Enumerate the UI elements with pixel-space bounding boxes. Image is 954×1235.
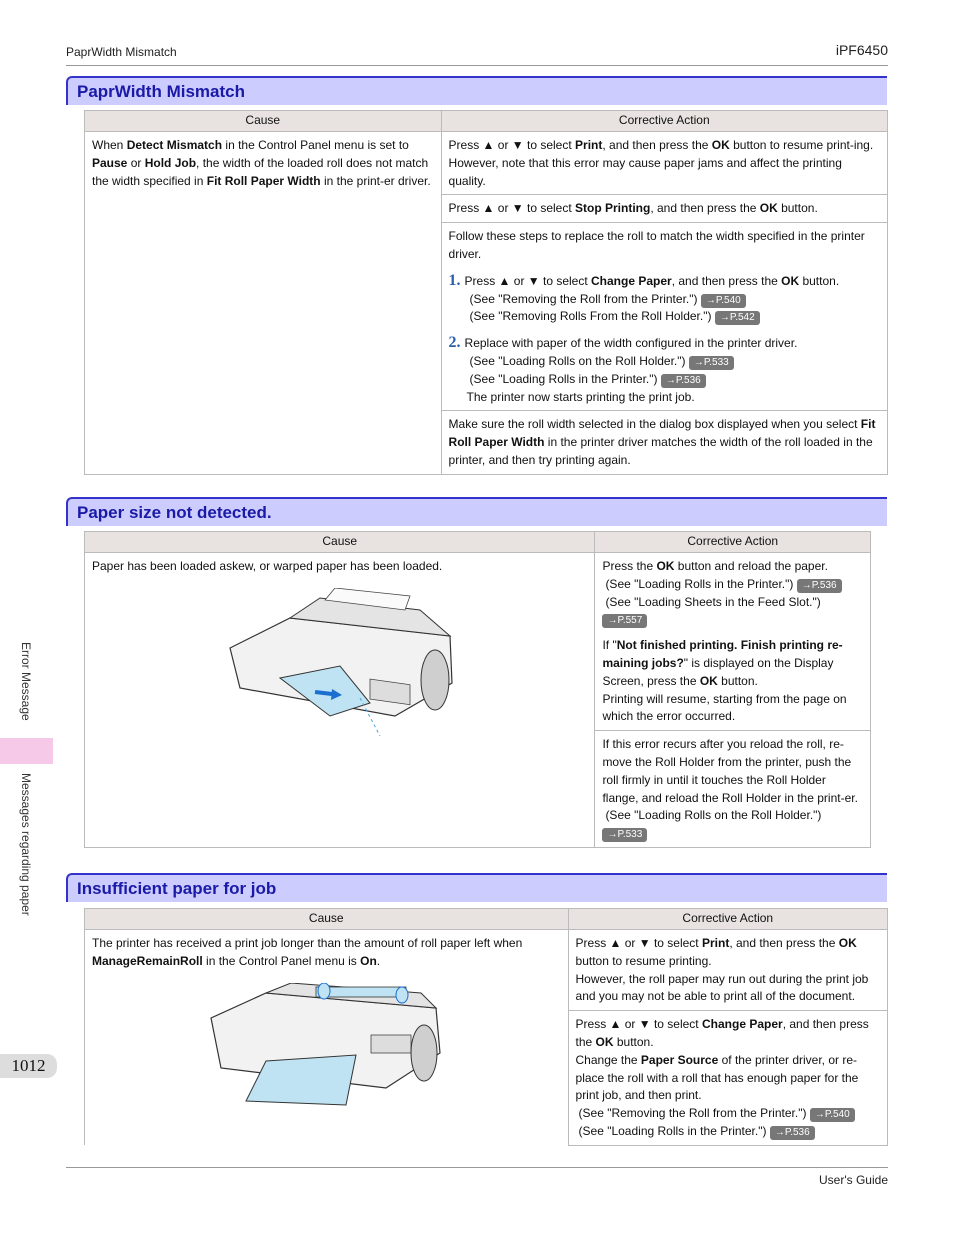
action-cell-roll-holder: If this error recurs after you reload the roll, re-move the Roll Holder from the printer, push the roll firmly in until it touches the Roll Holder flange, and reload the Roll Holder in the print-er. (See "Loading Rolls on the Roll Holder.") →P.533 bbox=[595, 731, 871, 848]
paprwidth-table bbox=[84, 110, 888, 475]
action-cell-print: Press ▲ or ▼ to select Print, and then press the OK button to resume printing. However, the roll paper may run out during the print job and you may not be able to print all of the document. bbox=[568, 930, 887, 1011]
step-1-ref-2: (See "Removing Rolls From the Roll Holder.") →P.542 bbox=[449, 308, 880, 326]
cause-cell: Paper has been loaded askew, or warped paper has been loaded. bbox=[85, 553, 595, 848]
cause-header: Cause bbox=[85, 909, 569, 930]
action-cell-reload: Press the OK button and reload the paper. (See "Loading Rolls in the Printer.") →P.536 (See "Loading Sheets in the Feed Slot.") →P.557 If "Not finished printing. Finish printing re-maining jobs?" is displayed on the Display Screen, press the OK button. Printing will resume, starting from the page on which the error occurred. bbox=[595, 553, 871, 731]
cause-cell: The printer has received a print job longer than the amount of roll paper left when ManageRemainRoll in the Control Panel menu is On. bbox=[85, 930, 569, 1146]
running-header-title: PaprWidth Mismatch bbox=[66, 45, 177, 59]
action-header: Corrective Action bbox=[441, 111, 887, 132]
printer-askew-paper-illustration bbox=[220, 588, 460, 738]
page-link[interactable]: →P.542 bbox=[715, 311, 760, 325]
cause-cell: When Detect Mismatch in the Control Panel menu is set to Pause or Hold Job, the width of the loaded roll does not match the width specified in Fit Roll Paper Width in the print-er driver. bbox=[85, 132, 442, 475]
section-title: Paper size not detected. bbox=[77, 503, 272, 522]
action-cell-check-width: Make sure the roll width selected in the dialog box displayed when you select Fit Roll Paper Width in the printer driver matches the width of the roll loaded in the printer, and then try printing again. bbox=[441, 411, 887, 474]
page-link[interactable]: →P.533 bbox=[689, 356, 734, 370]
action-cell-resume: Press ▲ or ▼ to select Print, and then press the OK button to resume print-ing. However, note that this error may cause paper jams and affect the printing quality. bbox=[441, 132, 887, 195]
action-cell-replace: Follow these steps to replace the roll to match the width specified in the printer driver. 1. Press ▲ or ▼ to select Change Paper, and then press the OK button. (See "Removing the Roll from the Printer.") →P.540 (See "Removing Rolls From the Roll Holder.") →P.542 2. Replace with paper of the width configured in the printer driver. (See "Loading Rolls on the Roll Holder.") →P.533 (See "Loading Rolls in the Printer.") →P.536 The printer now starts printing the print job. bbox=[441, 223, 887, 411]
side-tab-error-message[interactable]: Error Message bbox=[19, 642, 33, 721]
page-link[interactable]: →P.536 bbox=[770, 1126, 815, 1140]
step-2-ref-2: (See "Loading Rolls in the Printer.") →P.536 bbox=[449, 371, 880, 389]
section-title: PaprWidth Mismatch bbox=[77, 82, 245, 101]
section-heading-insufficient-paper bbox=[66, 873, 887, 902]
page-link[interactable]: →P.536 bbox=[797, 579, 842, 593]
page-link[interactable]: →P.540 bbox=[701, 294, 746, 308]
action-header: Corrective Action bbox=[595, 532, 871, 553]
page-link[interactable]: →P.540 bbox=[810, 1108, 855, 1122]
step-2: 2. Replace with paper of the width configured in the printer driver. bbox=[448, 334, 798, 352]
side-tab-paper-messages[interactable]: Messages regarding paper bbox=[19, 773, 33, 916]
printer-roll-paper-illustration bbox=[206, 983, 446, 1108]
footer-divider bbox=[66, 1167, 888, 1168]
header-divider bbox=[66, 65, 888, 66]
section-title: Insufficient paper for job bbox=[77, 879, 277, 898]
footer-guide-title: User's Guide bbox=[819, 1173, 888, 1187]
step-1-ref-1: (See "Removing the Roll from the Printer.") →P.540 bbox=[449, 291, 880, 309]
running-header-model: iPF6450 bbox=[835, 42, 888, 58]
paper-size-table bbox=[84, 531, 871, 848]
cause-header: Cause bbox=[85, 532, 595, 553]
action-cell-change-paper: Press ▲ or ▼ to select Change Paper, and then press the OK button. Change the Paper Source of the printer driver, or re-place the roll with a roll that has enough paper for the print job, and then print. (See "Removing the Roll from the Printer.") →P.540 (See "Loading Rolls in the Printer.") →P.536 bbox=[568, 1011, 887, 1146]
step-1: 1. Press ▲ or ▼ to select Change Paper, and then press the OK button. bbox=[448, 271, 840, 289]
page-link[interactable]: →P.557 bbox=[602, 614, 647, 628]
section-heading-paprwidth-mismatch bbox=[66, 76, 887, 105]
side-tab-highlight bbox=[0, 738, 53, 764]
action-cell-stop: Press ▲ or ▼ to select Stop Printing, and then press the OK button. bbox=[441, 195, 887, 223]
page-link[interactable]: →P.536 bbox=[661, 374, 706, 388]
step-2-ref-1: (See "Loading Rolls on the Roll Holder.") →P.533 bbox=[449, 353, 880, 371]
page-number: 1012 bbox=[0, 1054, 57, 1078]
cause-header: Cause bbox=[85, 111, 442, 132]
action-header: Corrective Action bbox=[568, 909, 887, 930]
insufficient-paper-table bbox=[84, 908, 888, 1146]
section-heading-paper-size bbox=[66, 497, 887, 526]
page-link[interactable]: →P.533 bbox=[602, 828, 647, 842]
